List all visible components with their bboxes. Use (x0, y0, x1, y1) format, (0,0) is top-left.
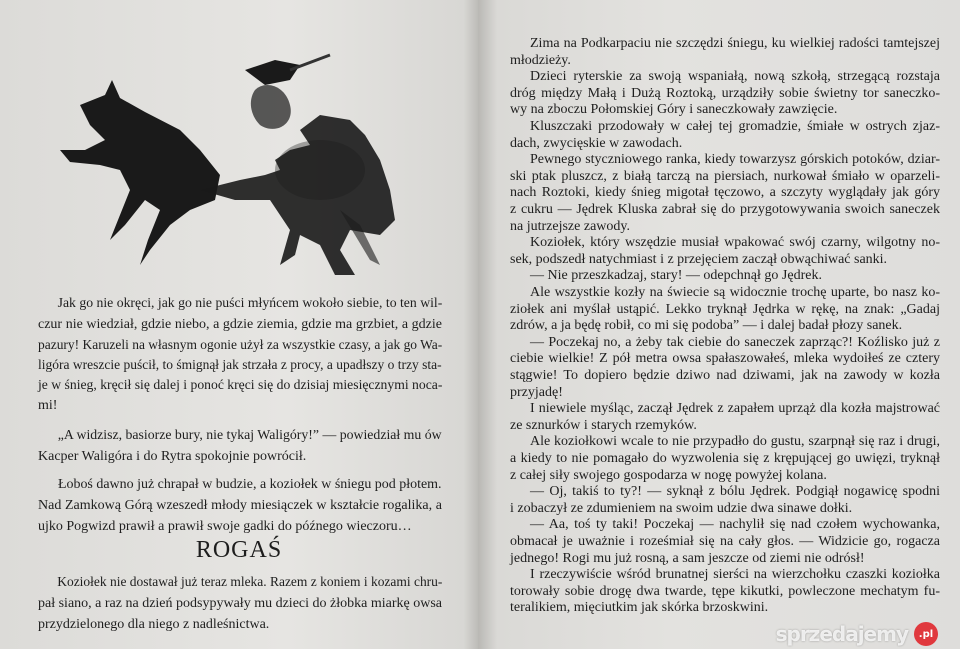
text-line: — Oj, takiś to ty?! — syknął z bólu Jędrek. Podgiął nogawicę spodni (530, 484, 940, 499)
text-line: Zima na Podkarpaciu nie szczędzi śniegu, ku wielkiej radości tamtejszej (530, 36, 940, 51)
text-line: obmacał je uważnie i roześmiał się na cały głos. — Widzicie go, rogacza (510, 534, 940, 549)
left-page (0, 0, 478, 649)
text-line: I rzeczywiście wśród brunatnej sierści na wierzchołku czaszki koziołka (530, 567, 940, 582)
text-line: Koziołek nie dostawał już teraz mleka. Razem z koniem i kozami chru- (57, 575, 443, 590)
text-line: ziołek ani myślał ustąpić. Lekko tryknął Jędrka w rękę, na znak: „Gadaj (510, 302, 940, 317)
text-line: ujko Pogwizd prawił a prawił swoje gadki do późnego wieczoru… (38, 519, 412, 534)
watermark-badge: .pl (914, 622, 938, 646)
text-line: dróg między Małą i Dużą Roztoką, urządziły sobie świetny tor saneczko- (510, 86, 940, 101)
text-line: Dzieci ryterskie za swoją wspaniałą, nową szkołą, strzegącą rozstaja (530, 69, 940, 84)
text-line: a kiedy to nie pomagało do wyzwolenia się z krępującej go uwięzi, tryknął (510, 451, 940, 466)
text-line: je w śnieg, kręcił się dalej i ponoć kręci się do dzisiaj miesięcznymi noca- (38, 378, 443, 393)
text-line: — Aa, toś ty taki! Poczekaj — nachylił się nad czołem wychowanka, (530, 517, 940, 532)
right-page (478, 0, 960, 649)
text-line: nach Roztoki, kiedy śnieg migotał tęczowo, a szczyty wyglądały jak góry (510, 185, 940, 200)
text-line: ciebie wielkie! Z pół metra owsa spałaszowałeś, mleka wydoiłeś ze cztery (510, 351, 940, 366)
text-line: stągwie! To dopiero będzie dziwo nad dziwami, jak na zawody w kozła (510, 368, 940, 383)
text-line: z cukru — Jędrek Kluska zabrał się do przygotowywania swoich saneczek (510, 202, 940, 217)
text-line: Kluszczaki przodowały w całej tej gromadzie, śmiałe w ostrych zjaz- (530, 119, 940, 134)
text-line: młodzieży. (510, 53, 571, 68)
text-line: Ale wszystkie kozły na świecie są widocznie trochę uparte, bo nasz ko- (530, 285, 940, 300)
text-line: Nad Zamkową Górą wzeszedł młody miesiączek w kształcie rogalika, a (38, 498, 442, 513)
text-line: i zobaczył ze zdumieniem na swoim udzie dwa sinawe dołki. (510, 501, 853, 516)
chapter-title: ROGAŚ (195, 537, 283, 563)
text-line: Łoboś dawno już chrapał w budzie, a koziołek w śniegu pod płotem. (57, 477, 442, 492)
text-line: przydzielonego dla niego z nadleśnictwa. (38, 617, 270, 632)
text-line: na jutrzejsze zawody. (510, 219, 630, 234)
text-line: Pewnego styczniowego ranka, kiedy towarzysz górskich potoków, dziar- (530, 152, 940, 167)
watermark-logo: sprzedajemy (775, 622, 908, 646)
text-line: zdrów, a ja będę robił, co mi się podoba” — i dalej badał płozy sanek. (510, 318, 903, 333)
text-line: Koziołek, który wszędzie musiał wpakować swój czarny, wilgotny no- (530, 235, 940, 250)
text-line: ligóra wreszcie puścił, to śmignął jak strzała z procy, a upadłszy o trzy sta- (38, 358, 442, 373)
ink-illustration-wolf-and-man (50, 50, 420, 290)
text-line: Jak go nie okręci, jak go nie puści młyńcem wokoło siebie, to ten wil- (57, 296, 443, 311)
text-line: mi! (38, 398, 58, 413)
text-line: pał siano, a raz na dzień podsypywały mu dzieci do żłobka miarkę owsa (38, 596, 442, 611)
text-line: Ale koziołkowi wcale to nie przypadło do gustu, szarpnął się raz i drugi, (530, 434, 940, 449)
text-line: Kacper Waligóra i do Rytra spokojnie powrócił. (38, 449, 307, 464)
text-line: torowały sobie drogę dwa twarde, tępe kikutki, powleczone mechatym fu- (510, 584, 940, 599)
text-line: sek, podszedł natychmiast i z przejęciem zaczął obwąchiwać sanki. (510, 252, 888, 267)
text-line: wy na zboczu Połomskiej Góry i saneczkowały zawzięcie. (510, 102, 838, 117)
text-line: teralikiem, mięciutkim jak skórka brzoskwini. (510, 600, 769, 615)
text-line: jednego! Rogi mu już rosną, a sam jeszcze od ziemi nie odrósł! (510, 551, 865, 566)
text-line: przyjadę! (510, 385, 563, 400)
text-line: dach, zwycięskie w zawodach. (510, 136, 683, 151)
text-line: czur nie wiedział, gdzie niebo, a gdzie ziemia, gdzie ma grzbiet, a gdzie (38, 317, 442, 332)
text-line: ski ptak pluszcz, z białą tarczą na piersiach, nurkował śmiało w oparzeli- (510, 169, 940, 184)
text-line: „A widzisz, basiorze bury, nie tykaj Waligóry!” — powiedział mu ów (57, 428, 442, 443)
text-line: — Poczekaj no, a żeby tak ciebie do saneczek zaprząc?! Koźlisko już z (530, 335, 940, 350)
text-line: — Nie przeszkadzaj, stary! — odepchnął go Jędrek. (530, 268, 822, 283)
text-line: ze sznurków i starych rzemyków. (510, 418, 697, 433)
text-line: I niewiele myśląc, zaczął Jędrek z zapałem uprząż dla kozła majstrować (530, 401, 940, 416)
text-line: pazury! Karuzeli na własnym ogonie użył za wszystkie czasy, a jak go Wa- (38, 338, 443, 353)
text-line: z całej siły swojego gospodarza w nogę powyżej kolana. (510, 468, 827, 483)
